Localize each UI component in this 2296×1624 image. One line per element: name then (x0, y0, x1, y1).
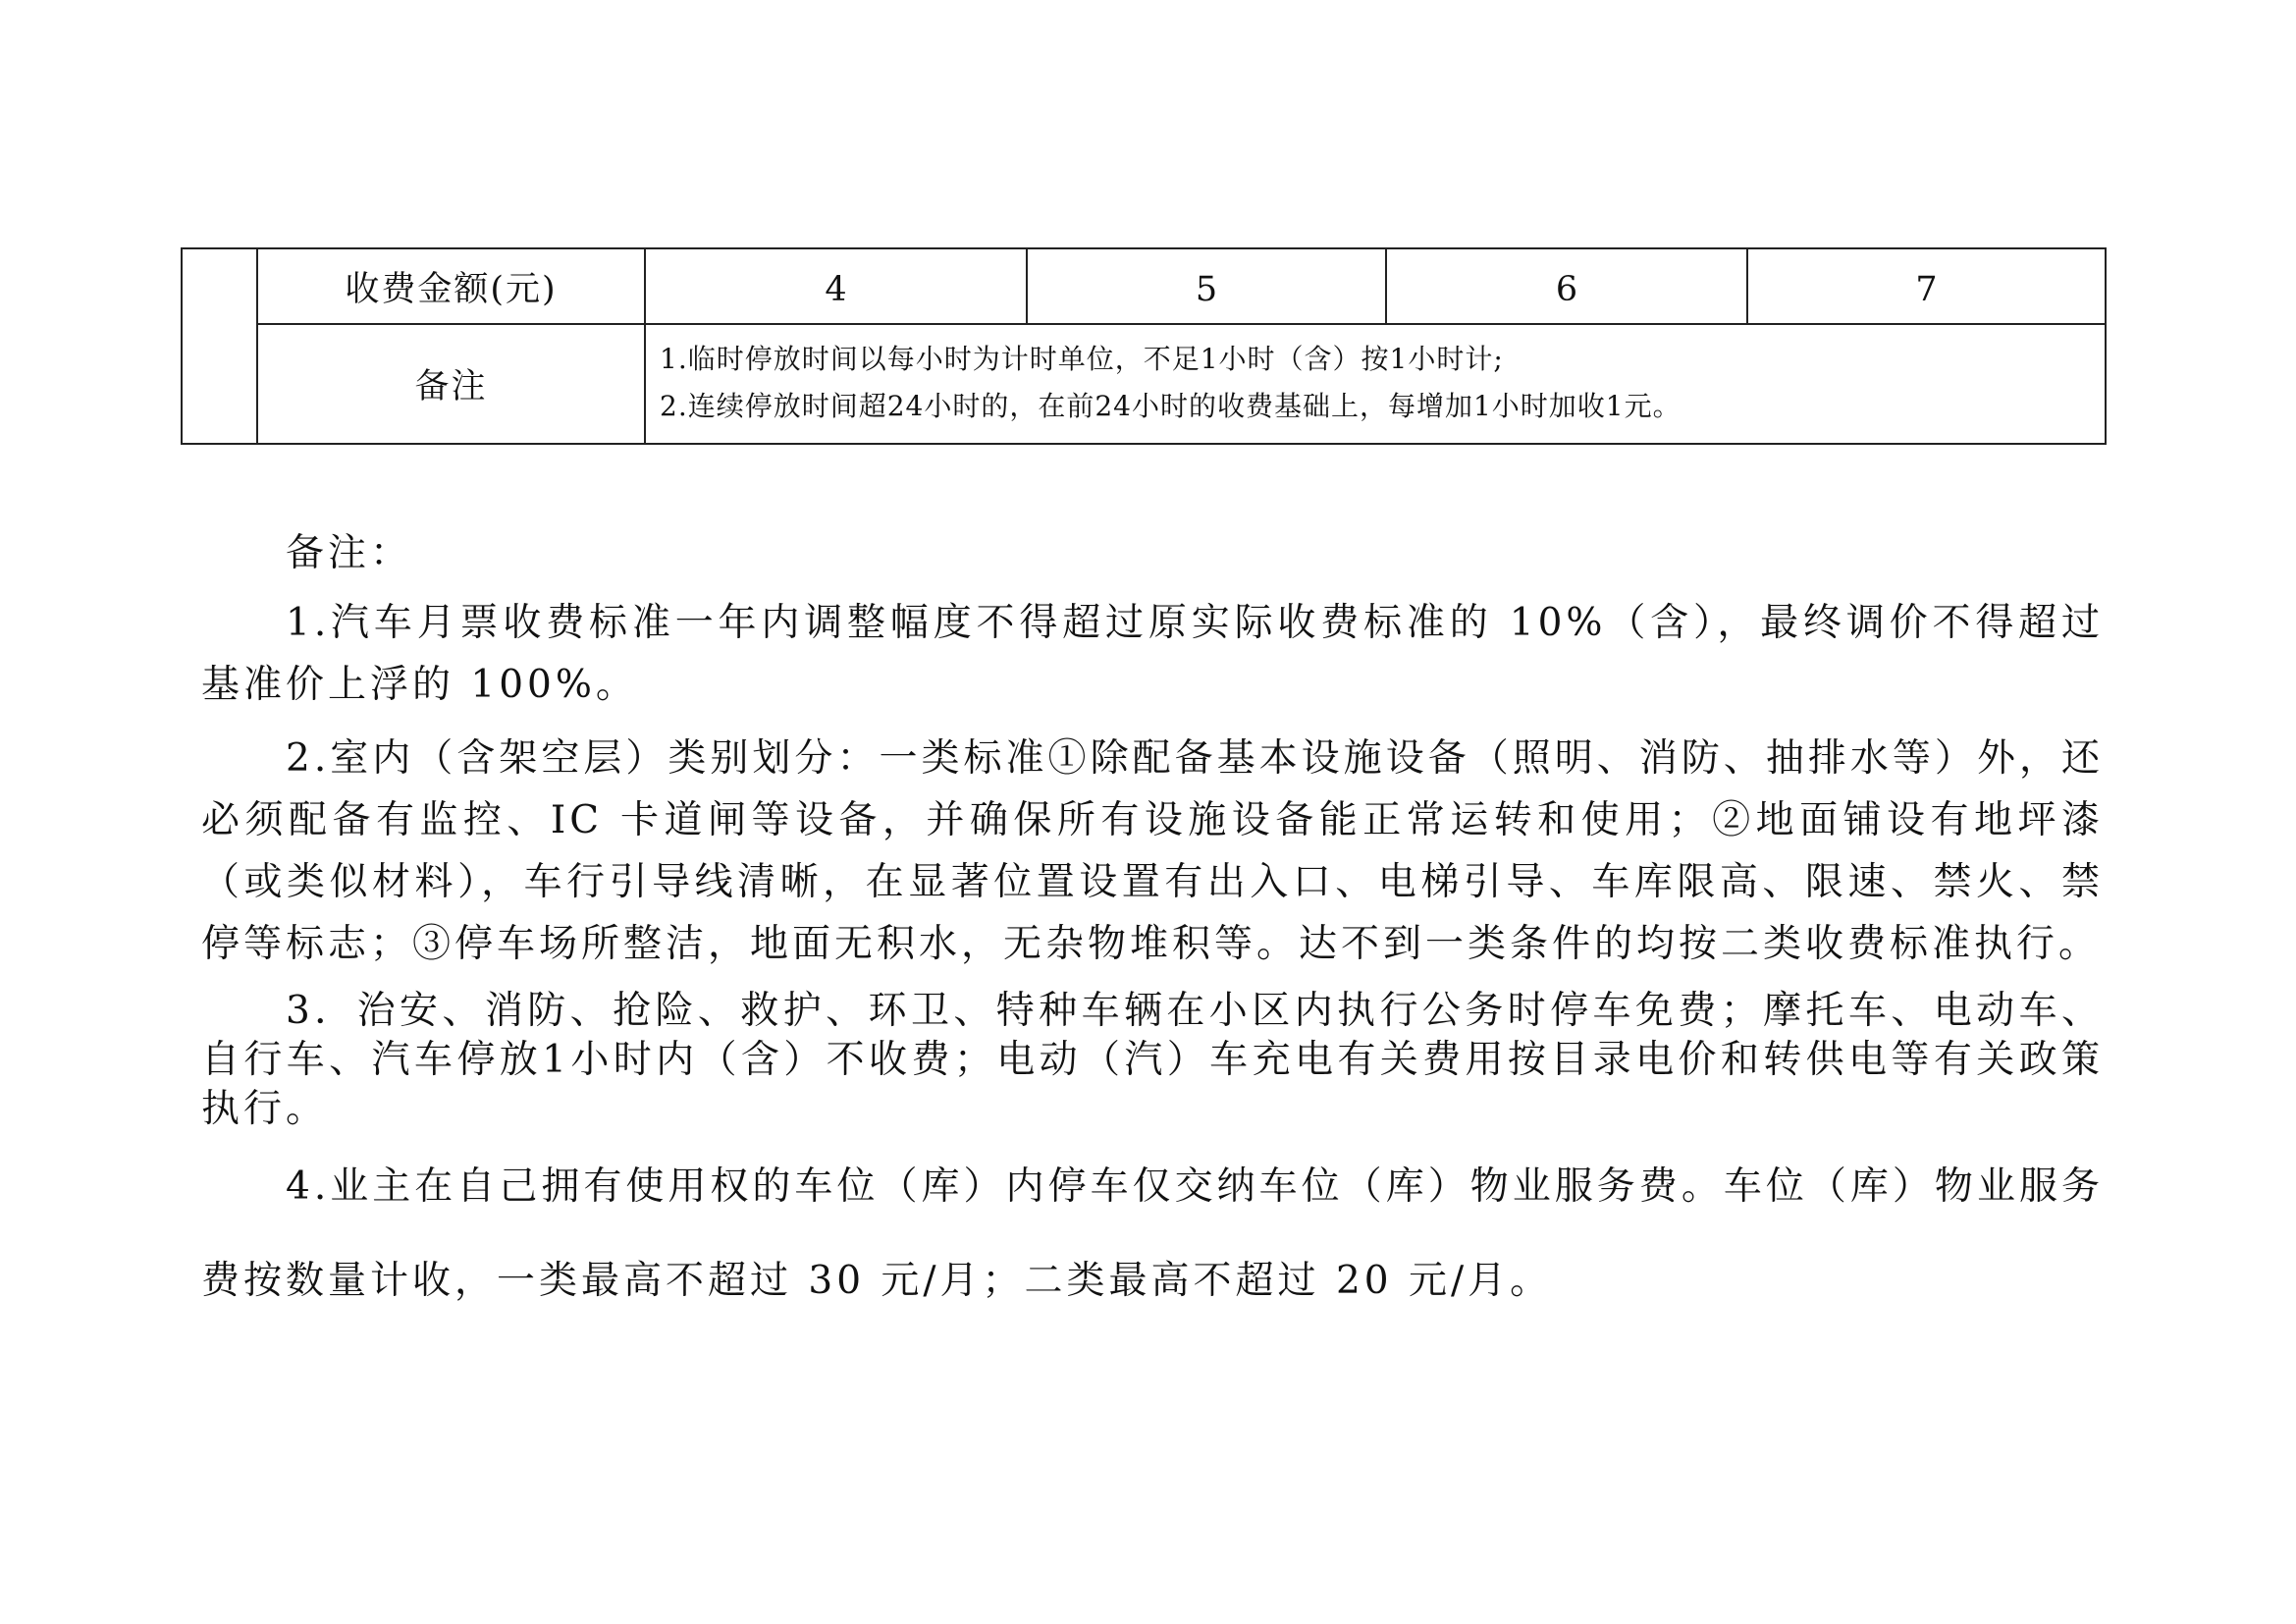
fee-amount-cell: 7 (1747, 248, 2106, 324)
fee-note-line: 2.连续停放时间超24小时的，在前24小时的收费基础上，每增加1小时加收1元。 (660, 390, 1682, 422)
fee-amount-cell: 4 (645, 248, 1027, 324)
table-side-cell (182, 248, 257, 444)
fee-note-row (182, 324, 2106, 444)
remarks-section (201, 520, 2104, 1340)
fee-note-label: 备注 (257, 324, 645, 444)
parking-fee-table (181, 247, 2107, 445)
fee-note-content (645, 324, 2106, 444)
fee-amount-cell: 6 (1386, 248, 1747, 324)
fee-amount-cell: 5 (1027, 248, 1386, 324)
remark-paragraph: 4.业主在自己拥有使用权的车位（库）内停车仅交纳车位（库）物业服务费。车位（库）物业服务费按数量计收，一类最高不超过 30 元/月；二类最高不超过 20 元/月。 (201, 1164, 2104, 1303)
fee-amount-row (182, 248, 2106, 324)
remark-paragraph: 1.汽车月票收费标准一年内调整幅度不得超过原实际收费标准的 10%（含），最终调价不得超过基准价上浮的 100%。 (201, 601, 2104, 707)
fee-note-line: 1.临时停放时间以每小时为计时单位，不足1小时（含）按1小时计; (660, 343, 1504, 375)
remark-paragraph: 3．治安、消防、抢险、救护、环卫、特种车辆在小区内执行公务时停车免费；摩托车、电动车、自行车、汽车停放1小时内（含）不收费；电动（汽）车充电有关费用按目录电价和转供电等有关政策执行。 (201, 989, 2104, 1131)
remark-paragraph: 2.室内（含架空层）类别划分：一类标准①除配备基本设施设备（照明、消防、抽排水等）外，还必须配备有监控、IC 卡道闸等设备，并确保所有设施设备能正常运转和使用；②地面铺设有地坪漆（或类似材料），车行引导线清晰，在显著位置设置有出入口、电梯引导、车库限高、限速、禁火、禁停等标志；③停车场所整洁，地面无积水，无杂物堆积等。达不到一类条件的均按二类收费标准执行。 (201, 736, 2104, 966)
remarks-heading: 备注： (286, 531, 413, 575)
fee-amount-label: 收费金额(元) (257, 248, 645, 324)
